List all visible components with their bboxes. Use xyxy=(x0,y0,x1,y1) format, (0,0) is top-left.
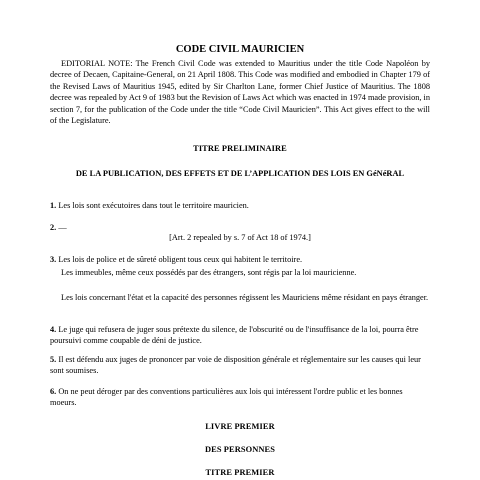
article-3-paragraph-2: Les immeubles, même ceux possédés par des étrangers, sont régis par la loi mauricienne. xyxy=(61,268,357,277)
article-number: 2. xyxy=(50,223,57,232)
livre-premier-heading: LIVRE PREMIER xyxy=(205,422,275,431)
editorial-note: EDITORIAL NOTE: The French Civil Code was extended to Mauritius under the title Code Napoléon by decree of Decaen, Capitaine-General, on 21 April 1808. This Code was modified and embodied in Chapter 179 of the Revised Laws of Mauritius 1945, edited by Sir Charlton Lane, former Chief Justice of Mauritius. The 1808 decree was repealed by Act 9 of 1983 but the Revision of Laws Act which was enacted in 1974 made provision, in section 7, for the publication of the Code under the title “Code Civil Mauricien”. This Act gives effect to the will of the Legislature. xyxy=(50,59,430,126)
article-1 xyxy=(50,200,430,211)
document-title: CODE CIVIL MAURICIEN xyxy=(175,44,305,55)
repeal-note: [Art. 2 repealed by s. 7 of Act 18 of 1974.] xyxy=(169,233,311,242)
titre-preliminaire-heading: TITRE PRELIMINAIRE xyxy=(193,144,287,153)
article-text: Le juge qui refusera de juger sous prétexte du silence, de l'obscurité ou de l'insuffisance de la loi, pourra être poursuivi comme coupable de déni de justice. xyxy=(50,325,419,346)
article-6 xyxy=(50,386,430,409)
article-text: On ne peut déroger par des conventions particulières aux lois qui intéressent l'ordre public et les bonnes moeurs. xyxy=(50,387,403,408)
article-5 xyxy=(50,354,430,377)
article-text: Il est défendu aux juges de prononcer par voie de disposition générale et réglementaire sur les causes qui leur sont soumises. xyxy=(50,355,421,376)
article-3 xyxy=(50,254,430,265)
article-4 xyxy=(50,324,430,347)
article-number: 1. xyxy=(50,201,57,210)
article-text: Les lois sont exécutoires dans tout le territoire mauricien. xyxy=(58,201,249,210)
titre-premier-heading: TITRE PREMIER xyxy=(205,468,275,477)
article-text: Les lois de police et de sûreté obligent tous ceux qui habitent le territoire. xyxy=(58,255,303,264)
article-text: — xyxy=(58,223,67,232)
section-subheading: DE LA PUBLICATION, DES EFFETS ET DE L’APPLICATION DES LOIS EN GéNéRAL xyxy=(75,169,405,178)
article-number: 3. xyxy=(50,255,57,264)
article-2 xyxy=(50,222,430,233)
article-number: 5. xyxy=(50,355,57,364)
article-number: 6. xyxy=(50,387,57,396)
article-number: 4. xyxy=(50,325,57,334)
article-3-paragraph-3: Les lois concernant l'état et la capacité des personnes régissent les Mauriciens même résidant en pays étranger. xyxy=(61,293,429,302)
des-personnes-heading: DES PERSONNES xyxy=(205,445,275,454)
